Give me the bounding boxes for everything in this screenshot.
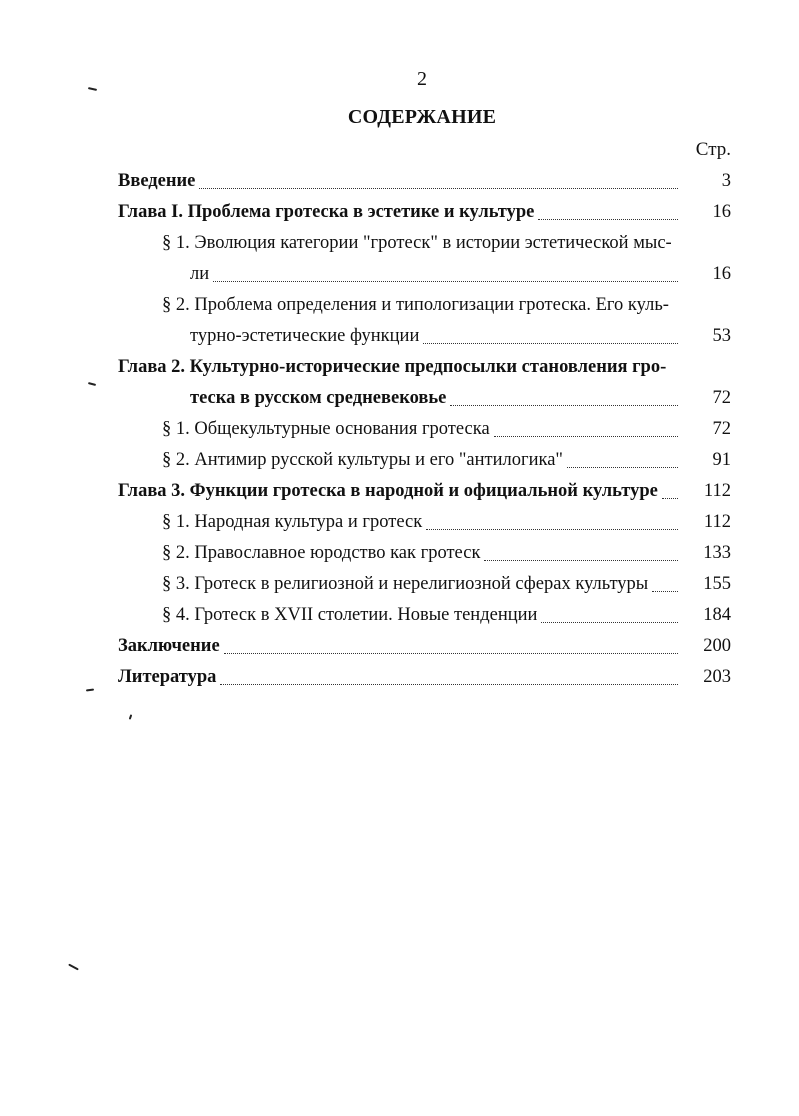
toc-entry-label: § 3. Гротеск в религиозной и нерелигиозной сферах культуры: [162, 574, 649, 594]
dot-leader: [484, 560, 678, 561]
dot-leader: [567, 467, 678, 468]
toc-entry-label: § 2. Православное юродство как гротеск: [162, 543, 481, 563]
toc-entry-label: § 1. Общекультурные основания гротеска: [162, 419, 490, 439]
toc-page-number: 91: [712, 450, 731, 470]
dot-leader: [541, 622, 678, 623]
toc-entry-intro[interactable]: [118, 168, 678, 194]
toc-entry-label: теска в русском средневековье: [190, 388, 447, 408]
toc-page-number: 72: [712, 388, 731, 408]
page-number: 2: [417, 68, 427, 90]
dot-leader: [199, 188, 678, 189]
toc-entry-label: Литература: [118, 667, 217, 687]
toc-entry-conclusion[interactable]: [118, 633, 678, 659]
toc-page-number: 16: [712, 202, 731, 222]
toc-page-number: 112: [703, 512, 731, 532]
toc-entry-label: Глава I. Проблема гротеска в эстетике и культуре: [118, 202, 535, 222]
toc-entry-ch3-s4[interactable]: [162, 602, 678, 628]
dot-leader: [224, 653, 678, 654]
dot-leader: [213, 281, 678, 282]
dot-leader: [220, 684, 678, 685]
toc-page-number: 203: [703, 667, 731, 687]
toc-entry-literature[interactable]: [118, 664, 678, 690]
dot-leader: [423, 343, 678, 344]
dot-leader: [426, 529, 678, 530]
dot-leader: [538, 219, 678, 220]
page-title: СОДЕРЖАНИЕ: [347, 106, 497, 128]
toc-entry-ch1-s2-line1[interactable]: § 2. Проблема определения и типологизации гротеска. Его куль-: [162, 295, 669, 315]
toc-page-number: 72: [712, 419, 731, 439]
toc-entry-ch1-s1[interactable]: [190, 261, 678, 287]
toc-entry-ch1-s1-line1[interactable]: § 1. Эволюция категории "гротеск" в истории эстетической мыс-: [162, 233, 672, 253]
toc-entry-label: Заключение: [118, 636, 220, 656]
toc-entry-chapter-2-line1[interactable]: Глава 2. Культурно-исторические предпосылки становления гро-: [118, 357, 667, 377]
toc-entry-label: ли: [190, 264, 210, 284]
toc-entry-ch3-s2[interactable]: [162, 540, 678, 566]
toc-entry-label: Введение: [118, 171, 196, 191]
page-column-label: Стр.: [695, 139, 731, 160]
toc-page-number: 16: [712, 264, 731, 284]
toc-entry-label: Глава 3. Функции гротеска в народной и официальной культуре: [118, 481, 658, 501]
toc-entry-chapter-2[interactable]: [190, 385, 678, 411]
toc-entry-label: § 2. Антимир русской культуры и его "антилогика": [162, 450, 563, 470]
toc-entry-ch3-s1[interactable]: [162, 509, 678, 535]
toc-page-number: 3: [721, 171, 731, 191]
toc-entry-ch3-s3[interactable]: [162, 571, 678, 597]
dot-leader: [662, 498, 678, 499]
toc-page-number: 112: [703, 481, 731, 501]
toc-page-number: 53: [712, 326, 731, 346]
toc-entry-ch2-s2[interactable]: [162, 447, 678, 473]
dot-leader: [494, 436, 678, 437]
toc-page-number: 200: [703, 636, 731, 656]
toc-entry-ch2-s1[interactable]: [162, 416, 678, 442]
toc-entry-chapter-3[interactable]: [118, 478, 678, 504]
dot-leader: [652, 591, 678, 592]
toc-page-number: 184: [703, 605, 731, 625]
toc-page-number: 155: [703, 574, 731, 594]
toc-page-number: 133: [703, 543, 731, 563]
toc-entry-ch1-s2[interactable]: [190, 323, 678, 349]
toc-entry-label: § 1. Народная культура и гротеск: [162, 512, 423, 532]
dot-leader: [450, 405, 678, 406]
toc-entry-chapter-1[interactable]: [118, 199, 678, 225]
toc-entry-label: турно-эстетические функции: [190, 326, 420, 346]
toc-entry-label: § 4. Гротеск в XVII столетии. Новые тенденции: [162, 605, 538, 625]
